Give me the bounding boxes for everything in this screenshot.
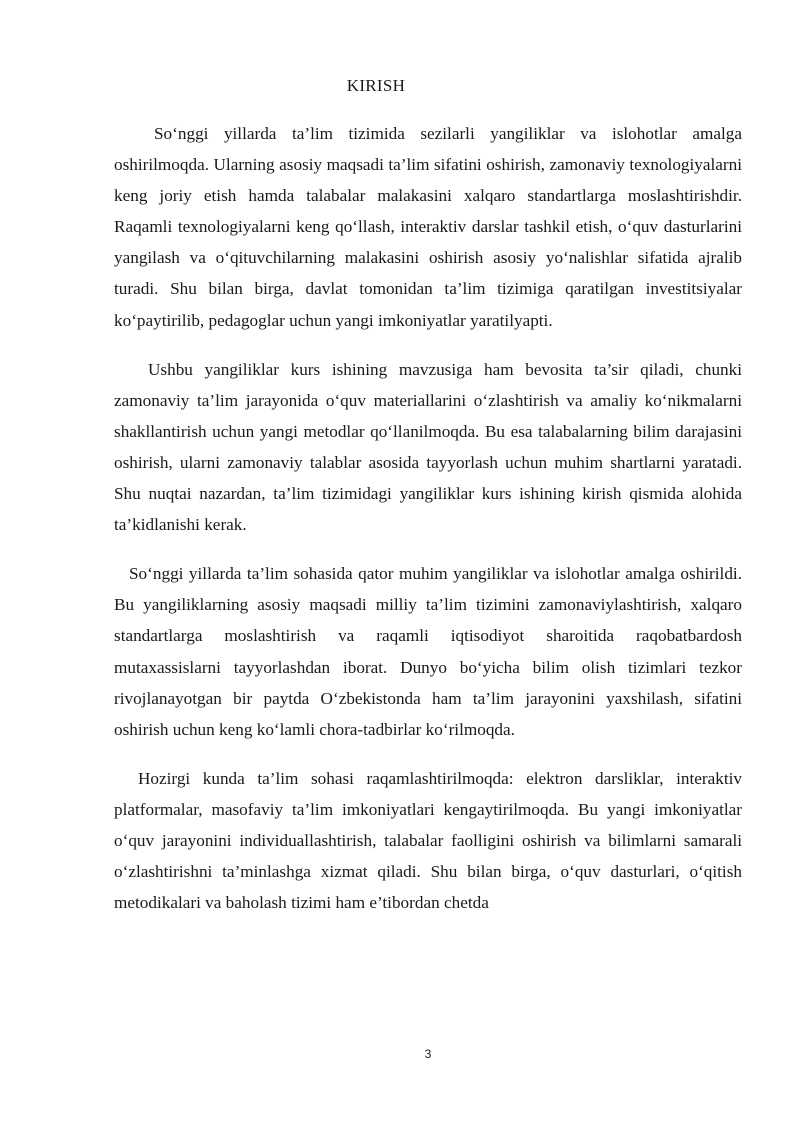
paragraph-4: Hozirgi kunda ta’lim sohasi raqamlashtirilmoqda: elektron darsliklar, interaktiv platformalar, masofaviy ta’lim imkoniyatlari kengaytirilmoqda. Bu yangi imkoniyatlar o‘quv jarayonini individuallashtirish, talabalar faolligini oshirish va bilimlarni samarali o‘zlashtirishni ta’minlashga xizmat qiladi. Shu bilan birga, o‘quv dasturlari, o‘qitish metodikalari va baholash tizimi ham e’tibordan chetda [114, 768, 742, 913]
paragraph-2: Ushbu yangiliklar kurs ishining mavzusiga ham bevosita ta’sir qiladi, chunki zamonaviy ta’lim jarayonida o‘quv materiallarini o‘zlashtirish va amaliy ko‘nikmalarni shakllantirish uchun yangi metodlar qo‘llanilmoqda. Bu esa talabalarning bilim darajasini oshirish, ularni zamonaviy talablar asosida tayyorlash uchun muhim shartlarni yaratadi. Shu nuqtai nazardan, ta’lim tizimidagi yangiliklar kurs ishining kirish qismida alohida ta’kidlanishi kerak. [114, 359, 742, 535]
paragraph-3: So‘nggi yillarda ta’lim sohasida qator muhim yangiliklar va islohotlar amalga oshirildi. Bu yangiliklarning asosiy maqsadi milliy ta’lim tizimini zamonaviylashtirish, xalqaro standartlarga moslashtirish va raqamli iqtisodiyot sharoitida raqobatbardosh mutaxassislarni tayyorlashdan iborat. Dunyo bo‘yicha bilim olish tizimlari tezkor rivojlanayotgan bir paytda O‘zbekistonda ham ta’lim jarayonini yaxshilash, sifatini oshirish uchun keng ko‘lamli chora-tadbirlar ko‘rilmoqda. [114, 564, 742, 739]
page-number: 3 [424, 1047, 432, 1061]
section-heading: KIRISH [346, 76, 406, 95]
paragraph-1: So‘nggi yillarda ta’lim tizimida sezilarli yangiliklar va islohotlar amalga oshirilmoqda. Ularning asosiy maqsadi ta’lim sifatini oshirish, zamonaviy texnologiyalarni keng joriy etish hamda talabalar malakasini xalqaro standartlarga moslashtirishdir. Raqamli texnologiyalarni keng qo‘llash, interaktiv darslar tashkil etish, o‘quv dasturlarini yangilash va o‘qituvchilarning malakasini oshirish asosiy yo‘nalishlar sifatida ajralib turadi. Shu bilan birga, davlat tomonidan ta’lim tizimiga qaratilgan investitsiyalar ko‘paytirilib, pedagoglar uchun yangi imkoniyatlar yaratilyapti. [114, 124, 742, 330]
document-body [114, 118, 742, 936]
